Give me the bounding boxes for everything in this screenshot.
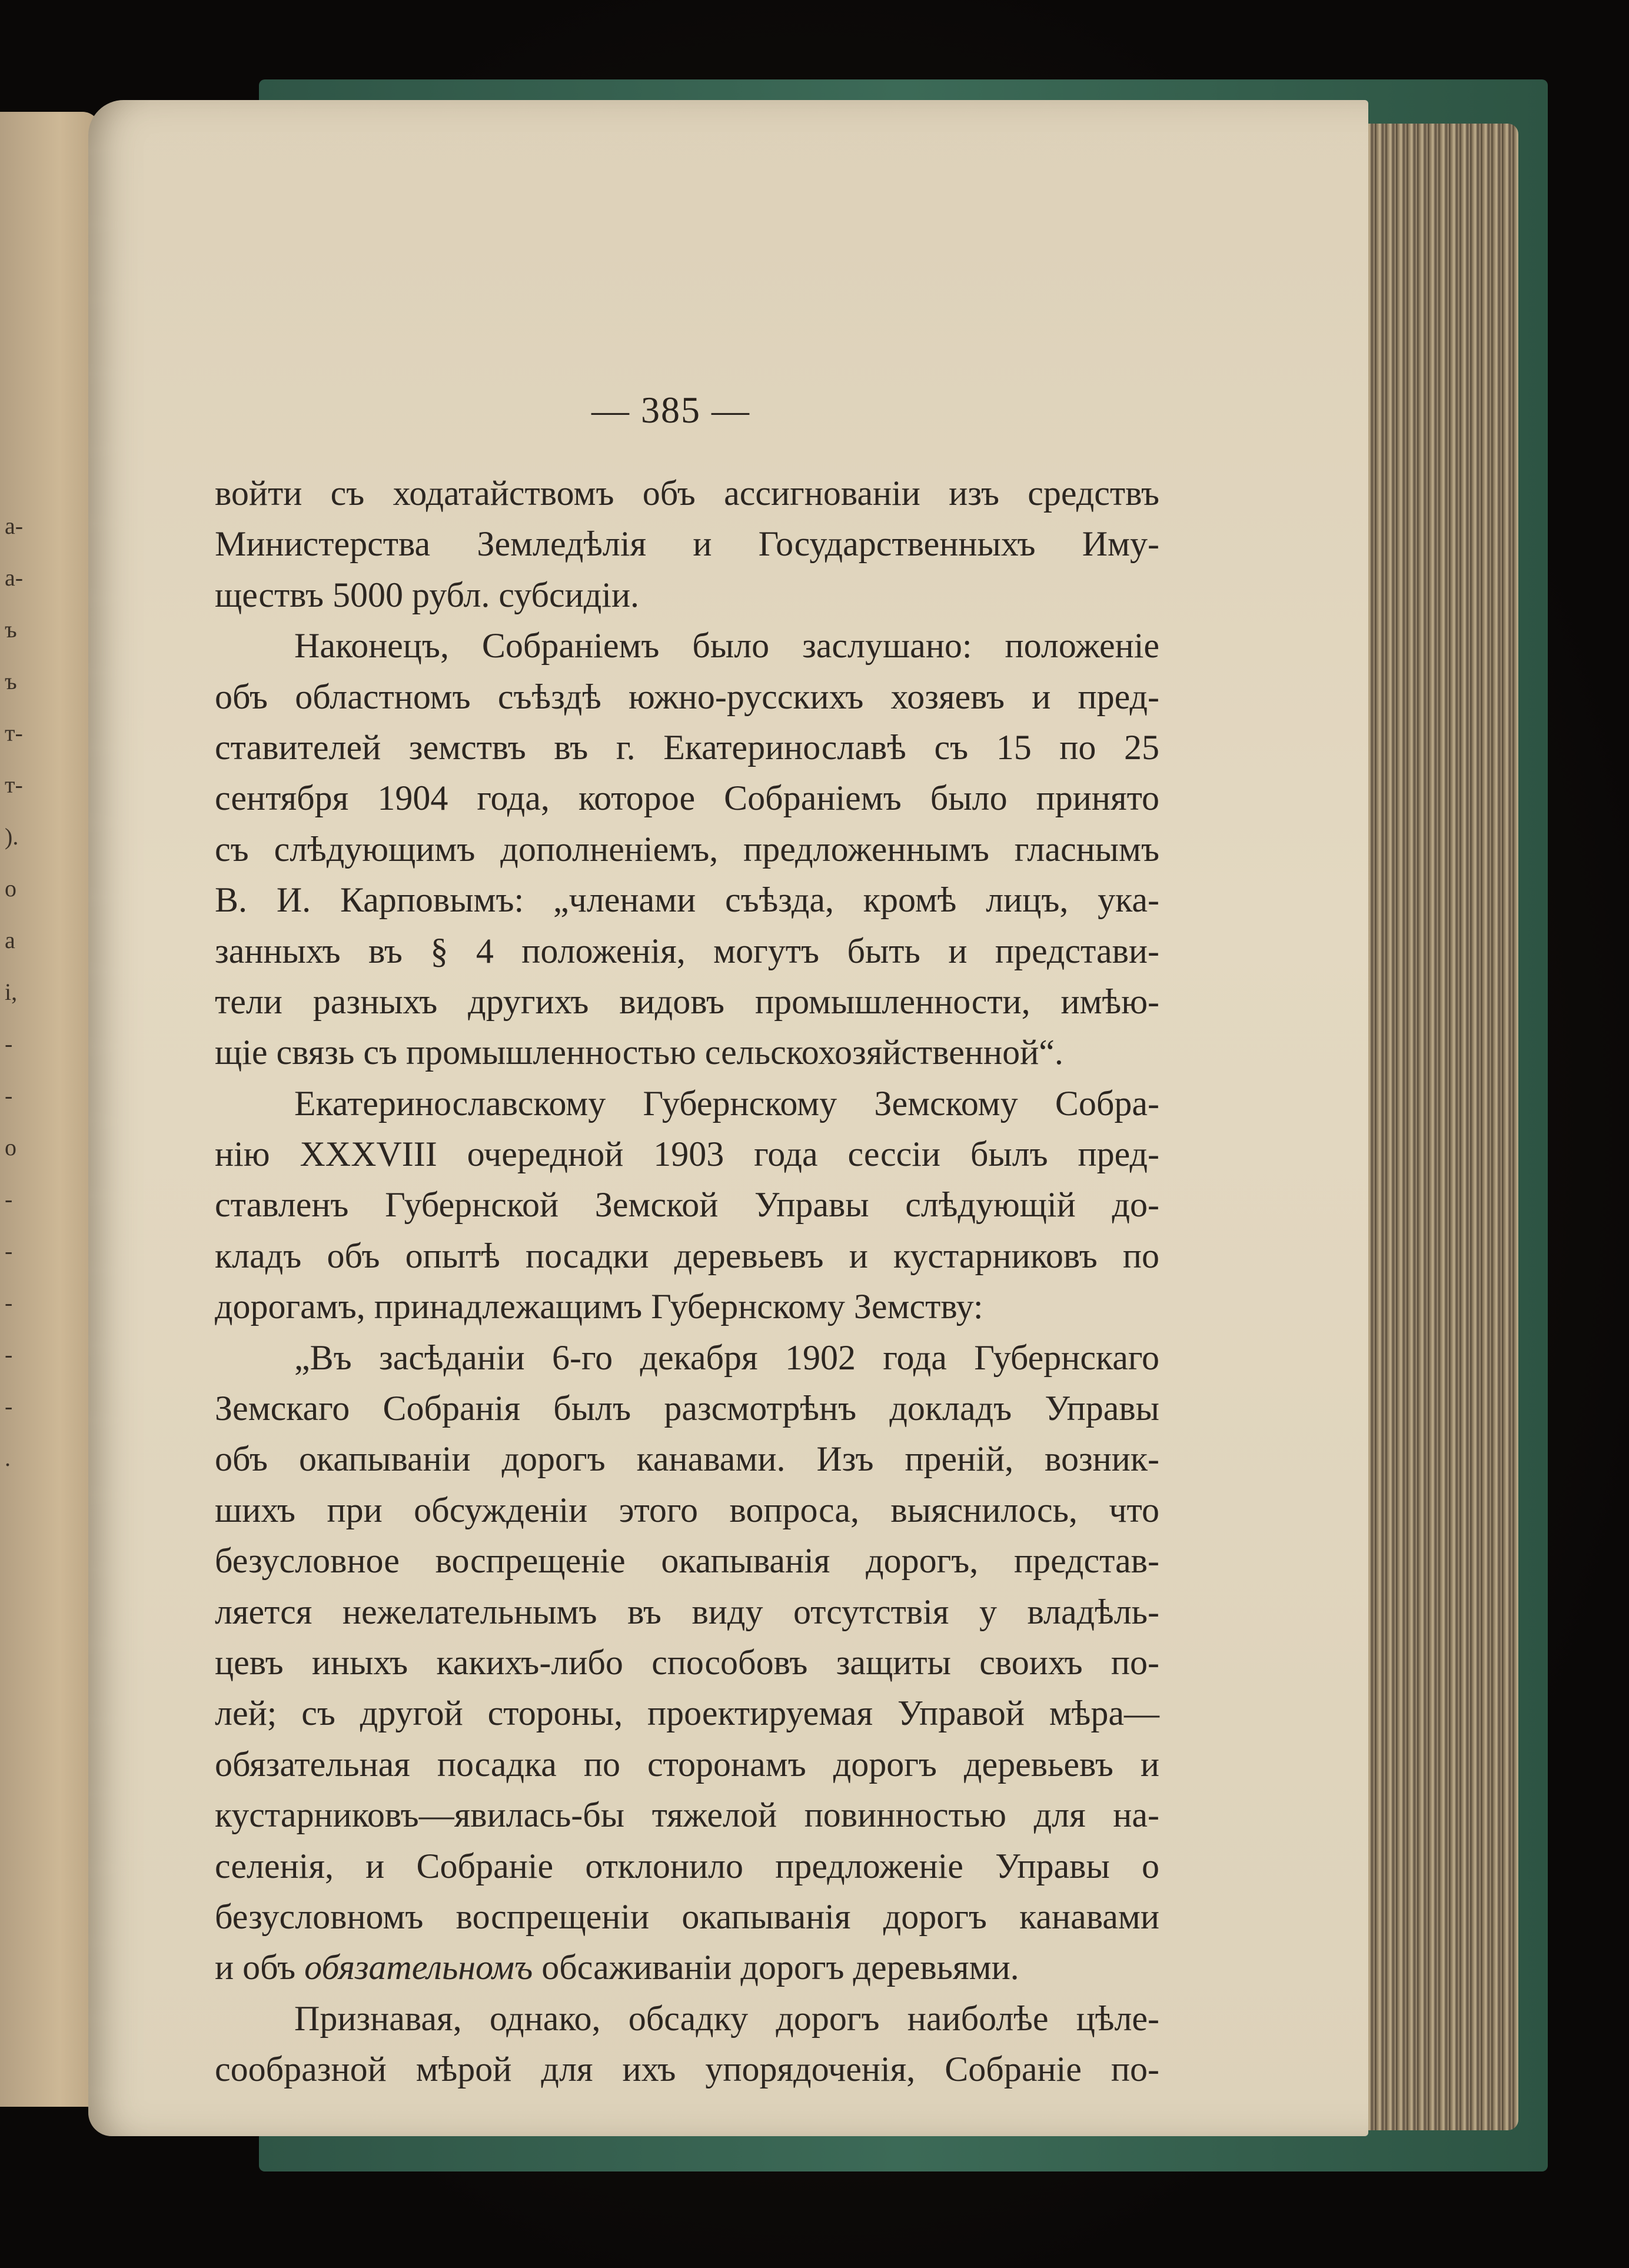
- text-line: сентября 1904 года, которое Собраніемъ было принято: [215, 779, 1159, 818]
- previous-page-fragment: a-: [5, 513, 24, 539]
- previous-page-fragment: .: [5, 1445, 11, 1471]
- text-fragment: обсаживаніи дорогъ деревьями.: [533, 1948, 1019, 1987]
- text-line: „Въ засѣданіи 6-го декабря 1902 года Губернскаго: [294, 1338, 1159, 1377]
- text-line: кладъ объ опытѣ посадки деревьевъ и кустарниковъ по: [215, 1236, 1159, 1275]
- text-line: ставителей земствъ въ г. Екатеринославѣ съ 15 по 25: [215, 727, 1159, 767]
- text-line: Земскаго Собранія былъ разсмотрѣнъ докладъ Управы: [215, 1389, 1159, 1428]
- previous-page-fragment: -: [5, 1341, 13, 1368]
- text-line: селенія, и Собраніе отклонило предложеніе Управы о: [215, 1846, 1159, 1885]
- text-line: занныхъ въ § 4 положенія, могутъ быть и представи-: [215, 931, 1159, 970]
- text-line: безусловное воспрещеніе окапыванія дорогъ, представ-: [215, 1541, 1159, 1581]
- text-line: ляется нежелательнымъ въ виду отсутствія у владѣль-: [215, 1592, 1159, 1631]
- text-line: обязательная посадка по сторонамъ дорогъ деревьевъ и: [215, 1744, 1159, 1784]
- text-line: лей; съ другой стороны, проектируемая Управой мѣра—: [215, 1694, 1159, 1733]
- text-fragment: и объ: [215, 1948, 305, 1987]
- text-line: сообразной мѣрой для ихъ упорядоченія, Собраніе по-: [215, 2050, 1159, 2089]
- previous-page-fragment: -: [5, 1082, 13, 1109]
- text-line: съ слѣдующимъ дополненіемъ, предложеннымъ гласнымъ: [215, 829, 1159, 869]
- previous-page-fragment: -: [5, 1393, 13, 1419]
- previous-page-fragment: a-: [5, 564, 24, 591]
- previous-page-fragment: т-: [5, 771, 23, 798]
- previous-page-fragment: -: [5, 1289, 13, 1316]
- text-line: нію XXXVIII очередной 1903 года сессіи былъ пред-: [215, 1135, 1159, 1174]
- text-line: Наконецъ, Собраніемъ было заслушано: положеніе: [294, 626, 1159, 666]
- text-line: Екатеринославскому Губернскому Земскому Собра-: [294, 1083, 1159, 1123]
- previous-page-fragment: -: [5, 1186, 13, 1212]
- body-text: [215, 468, 1159, 2095]
- text-line: дорогамъ, принадлежащимъ Губернскому Земству:: [215, 1287, 983, 1326]
- text-line: объ окапываніи дорогъ канавами. Изъ преній, возник-: [215, 1439, 1159, 1479]
- previous-page-fragment: -: [5, 1238, 13, 1264]
- previous-page-fragment: а: [5, 927, 15, 953]
- previous-page-fragment: т-: [5, 720, 23, 746]
- previous-page-edge: [0, 112, 100, 2107]
- previous-page-fragment: ъ: [5, 616, 17, 643]
- text-line: безусловномъ воспрещеніи окапыванія дорогъ канавами: [215, 1897, 1159, 1936]
- page-number: — 385 —: [591, 389, 750, 431]
- text-line: тели разныхъ другихъ видовъ промышленности, имѣю-: [215, 982, 1159, 1021]
- previous-page-fragment: о: [5, 1134, 16, 1160]
- text-line: Министерства Земледѣлія и Государственныхъ Иму-: [215, 524, 1159, 564]
- emphasized-word: обязательномъ: [304, 1948, 533, 1987]
- previous-page-fragment: ).: [5, 823, 19, 850]
- previous-page-fragment: ъ: [5, 668, 17, 694]
- text-line-with-emphasis: [215, 1942, 1159, 1993]
- text-line: кустарниковъ—явилась-бы тяжелой повинностью для на-: [215, 1795, 1159, 1835]
- text-line: щіе связь съ промышленностью сельскохозяйственной“.: [215, 1033, 1063, 1072]
- previous-page-fragment: о: [5, 875, 16, 902]
- previous-page-fragment: і,: [5, 979, 18, 1005]
- text-line: цевъ иныхъ какихъ-либо способовъ защиты своихъ по-: [215, 1642, 1159, 1682]
- text-line: В. И. Карповымъ: „членами съѣзда, кромѣ лицъ, ука-: [215, 880, 1159, 920]
- text-line: ставленъ Губернской Земской Управы слѣдующій до-: [215, 1185, 1159, 1225]
- page-stack-edges: [1354, 124, 1518, 2130]
- text-line: объ областномъ съѣздѣ южно-русскихъ хозяевъ и пред-: [215, 677, 1159, 716]
- text-line: Признавая, однако, обсадку дорогъ наиболѣе цѣле-: [294, 1998, 1159, 2038]
- text-line: войти съ ходатайствомъ объ ассигнованіи изъ средствъ: [215, 474, 1159, 513]
- previous-page-fragment: -: [5, 1030, 13, 1057]
- previous-page-text-fragments: [5, 500, 58, 1484]
- book-page: [88, 100, 1368, 2136]
- text-line: шихъ при обсужденіи этого вопроса, выяснилось, что: [215, 1490, 1159, 1529]
- text-line: ществъ 5000 рубл. субсидіи.: [215, 575, 640, 614]
